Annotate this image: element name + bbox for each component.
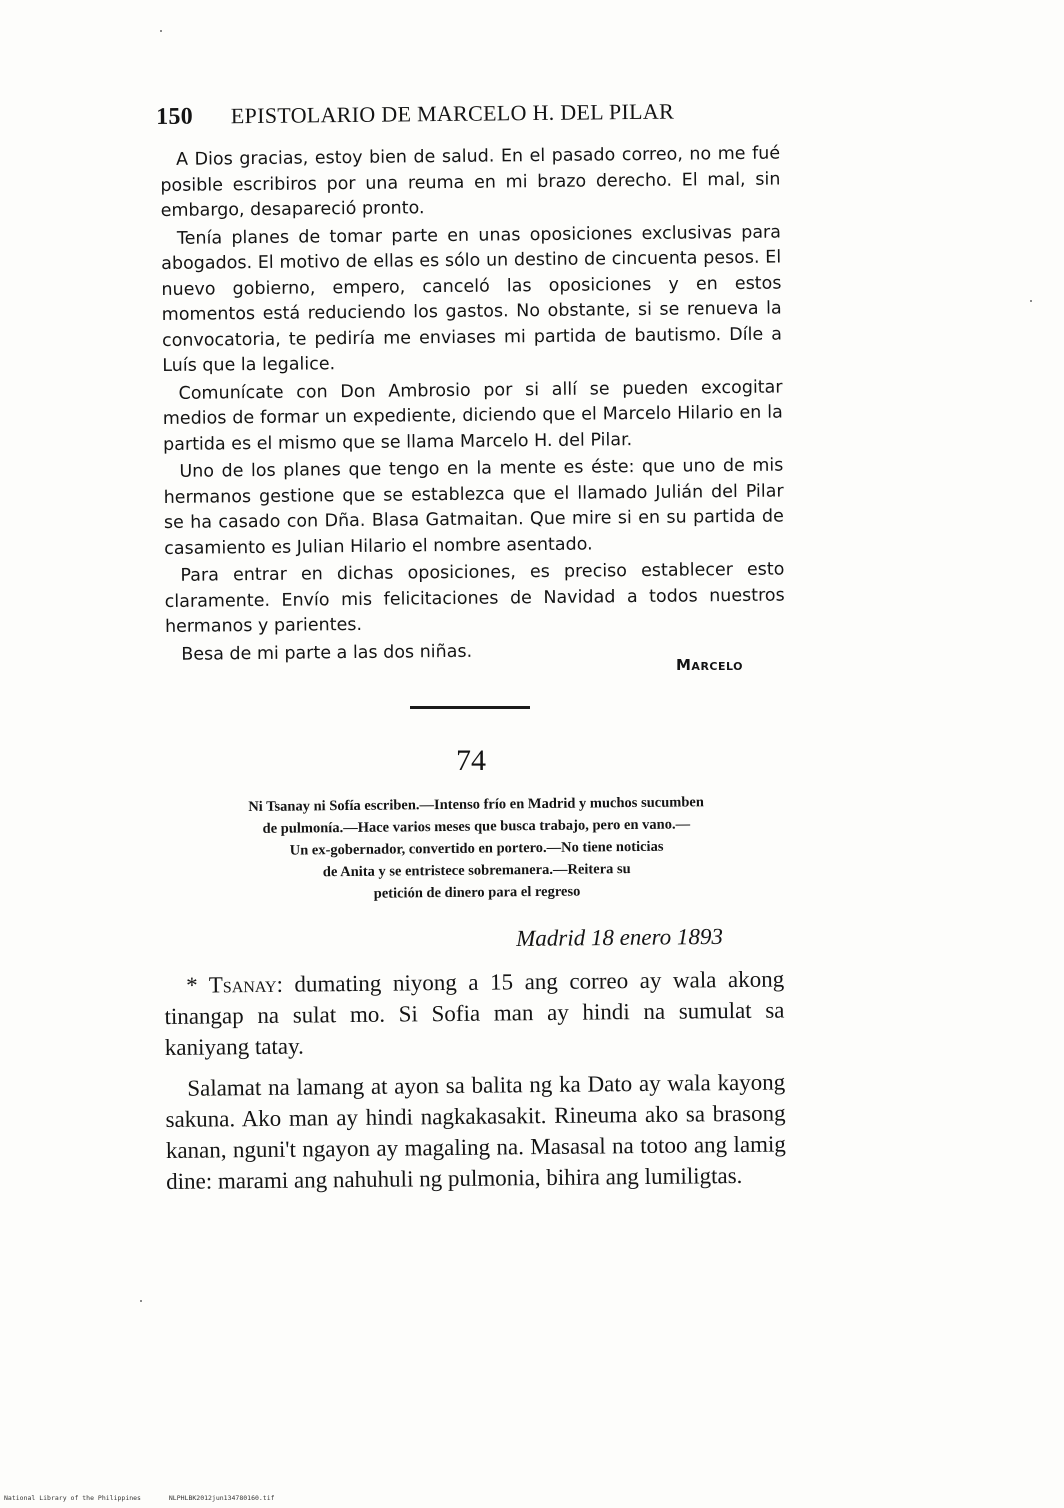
- paragraph: Uno de los planes que tengo en la mente es éste: que uno de mis hermanos gestione que se establezca que el llamado Julián del Pilar se ha casado con Dña. Blasa Gatmaitan. Que mire si en su partida de casamiento es Julian Hilario el nombre asentado.: [163, 455, 784, 559]
- paragraph: Besa de mi parte a las dos niñas.: [181, 641, 473, 665]
- scan-speck: [160, 30, 162, 32]
- previous-letter-body: [160, 142, 785, 670]
- scan-footer: [4, 1494, 299, 1502]
- dateline: Madrid 18 enero 1893: [516, 923, 724, 951]
- scan-speck: [140, 1300, 142, 1302]
- footer-source: National Library of the Philippines: [4, 1494, 141, 1502]
- letter-summary: [156, 790, 797, 907]
- paragraph: A Dios gracias, estoy bien de salud. En el pasado correo, no me fué posible escribiros por una reuma en mi brazo derecho. El mal, sin embargo, desapareció pronto.: [160, 143, 781, 221]
- scan-speck: [1030, 300, 1032, 302]
- letter-74-body: [164, 964, 786, 1207]
- summary-line: de pulmonía.—Hace varios meses que busca trabajo, pero en vano.—: [262, 816, 691, 837]
- signature: Marcelo: [676, 656, 743, 674]
- page-number: 150: [156, 103, 194, 130]
- running-header: [156, 98, 716, 131]
- paragraph: Comunícate con Don Ambrosio por si allí se pueden excogitar medios de formar un expediente, diciendo que el Marcelo Hilario en la partida es el mismo que se llama Marcelo H. del Pilar.: [162, 376, 783, 455]
- footer-filename: NLPHLBK2012jun134780160.tif: [168, 1494, 275, 1502]
- letter-number: 74: [456, 744, 486, 777]
- running-title: EPISTOLARIO DE MARCELO H. DEL PILAR: [230, 98, 675, 129]
- summary-line: de Anita y se entristece sobremanera.—Reitera su: [322, 861, 631, 881]
- paragraph: [164, 964, 785, 1063]
- paragraph: Salamat na lamang at ayon sa balita ng ka Dato ay wala kayong sakuna. Ako man ay hindi nagkakasakit. Rineuma ako sa brasong kanan, nguni't ngayon ay magaling na. Masasal na totoo ang lamig dine: marami ang nahuhuli ng pulmonia, bihira ang lumiligtas.: [165, 1069, 786, 1194]
- paragraph: Tenía planes de tomar parte en unas oposiciones exclusivas para abogados. El motivo de ellas es sólo un destino de cincuenta pesos. El nuevo gobierno, empero, canceló las oposiciones y en estos momentos está reduciendo los gastos. No obstante, si se renueva la convocatoria, te pediría me enviases mi partida de bautismo. Díle a Luís que la legalice.: [161, 222, 783, 376]
- salutation: * Tsanay:: [186, 971, 284, 998]
- summary-line: petición de dinero para el regreso: [373, 883, 581, 902]
- section-divider: [410, 706, 530, 709]
- summary-line: Ni Tsanay ni Sofía escriben.—Intenso frío en Madrid y muchos sucumben: [248, 794, 704, 816]
- summary-line: Un ex-gobernador, convertido en portero.—No tiene noticias: [289, 838, 664, 859]
- paragraph: Para entrar en dichas oposiciones, es preciso establecer esto claramente. Envío mis felicitaciones de Navidad a todos nuestros hermanos y parientes.: [164, 559, 785, 637]
- paragraph-text: dumating niyong a 15 ang correo ay wala akong tinangap na sulat mo. Si Sofia man ay hindi na sumulat sa kaniyang tatay.: [164, 966, 785, 1060]
